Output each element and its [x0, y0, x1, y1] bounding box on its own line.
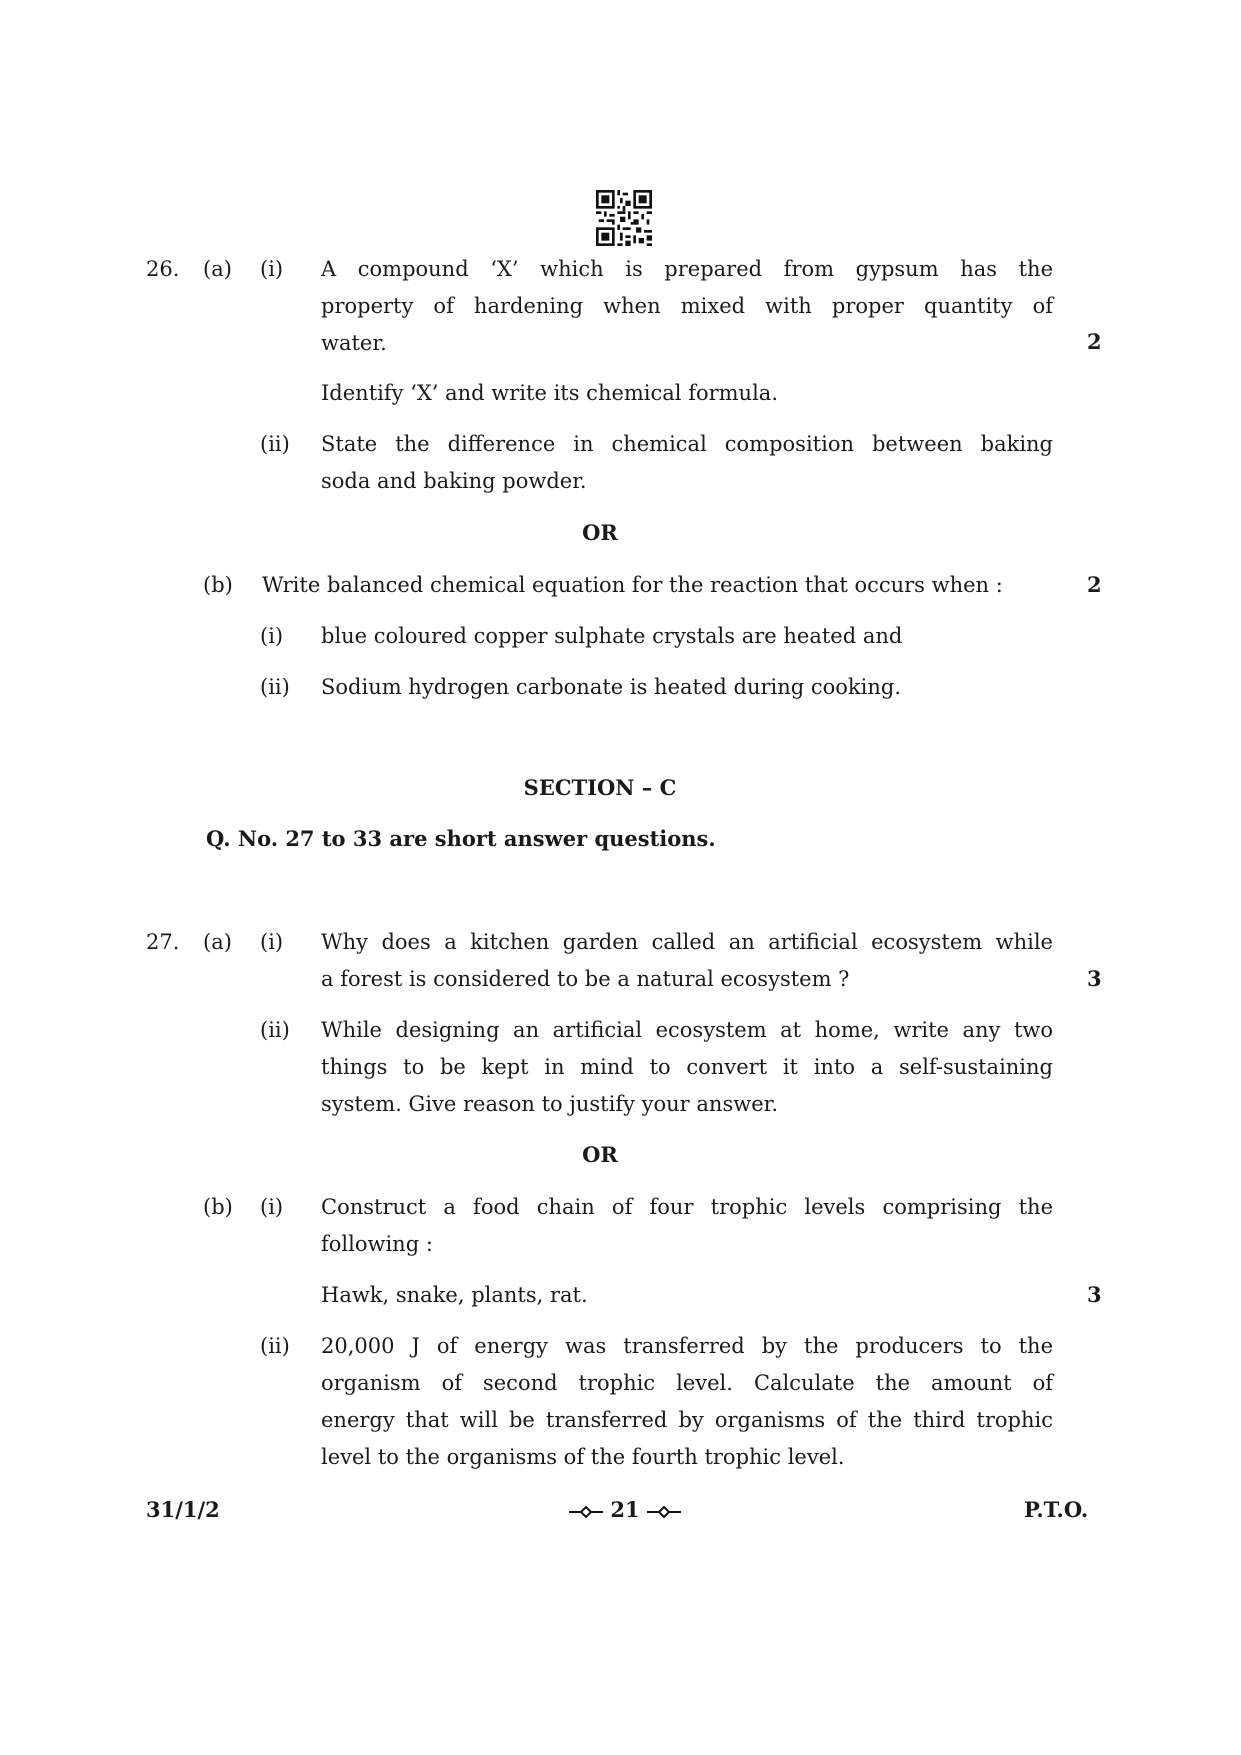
- question-text: [321, 1189, 1053, 1263]
- question-number: 27.: [146, 930, 180, 954]
- part-label: (b): [203, 1195, 233, 1219]
- text-line: 20,000 J of energy was transferred by the producers to the: [321, 1334, 1053, 1358]
- text-line: While designing an artificial ecosystem at home, write any two: [321, 1018, 1053, 1042]
- subpart-label: (i): [260, 257, 284, 281]
- ornament-right-icon: [647, 1505, 681, 1519]
- text-line: property of hardening when mixed with proper quantity of: [321, 294, 1053, 318]
- text-line: following :: [321, 1232, 433, 1256]
- question-text: [321, 924, 1053, 998]
- question-text: Write balanced chemical equation for the reaction that occurs when :: [262, 573, 1003, 597]
- text-line: energy that will be transferred by organisms of the third trophic: [321, 1408, 1053, 1432]
- section-note: Q. No. 27 to 33 are short answer questions.: [206, 826, 716, 851]
- subpart-label: (i): [260, 1195, 284, 1219]
- subpart-label: (i): [260, 624, 284, 648]
- text-line: things to be kept in mind to convert it into a self-sustaining: [321, 1055, 1053, 1079]
- marks: 3: [1087, 1282, 1102, 1307]
- question-number: 26.: [146, 257, 180, 281]
- page-number: 21: [610, 1497, 640, 1522]
- question-text: [321, 426, 1053, 500]
- subpart-label: (ii): [260, 1018, 290, 1042]
- question-text: [321, 1328, 1053, 1476]
- text-line: Construct a food chain of four trophic levels comprising the: [321, 1195, 1053, 1219]
- question-text: Hawk, snake, plants, rat.: [321, 1283, 588, 1307]
- subpart-label: (ii): [260, 675, 290, 699]
- subpart-label: (i): [260, 930, 284, 954]
- paper-code: 31/1/2: [146, 1497, 220, 1522]
- text-line: system. Give reason to justify your answer.: [321, 1092, 779, 1116]
- or-divider: OR: [582, 520, 618, 545]
- text-line: Why does a kitchen garden called an artificial ecosystem while: [321, 930, 1053, 954]
- qr-code-icon: [596, 190, 652, 246]
- section-title: SECTION – C: [523, 775, 677, 800]
- pto-label: P.T.O.: [1024, 1497, 1089, 1522]
- question-text: blue coloured copper sulphate crystals are heated and: [321, 624, 903, 648]
- text-line: water.: [321, 331, 387, 355]
- part-label: (b): [203, 573, 233, 597]
- text-line: a forest is considered to be a natural ecosystem ?: [321, 967, 850, 991]
- or-divider: OR: [582, 1142, 618, 1167]
- text-line: level to the organisms of the fourth trophic level.: [321, 1445, 845, 1469]
- question-text: Identify ‘X’ and write its chemical formula.: [321, 381, 778, 405]
- question-text: Sodium hydrogen carbonate is heated during cooking.: [321, 675, 902, 699]
- page-number-block: [555, 1496, 695, 1524]
- text-line: soda and baking powder.: [321, 469, 587, 493]
- question-text: [321, 251, 1053, 362]
- text-line: A compound ‘X’ which is prepared from gypsum has the: [321, 257, 1053, 281]
- part-label: (a): [203, 257, 232, 281]
- text-line: organism of second trophic level. Calculate the amount of: [321, 1371, 1053, 1395]
- marks: 3: [1087, 966, 1102, 991]
- text-line: State the difference in chemical composition between baking: [321, 432, 1053, 456]
- marks: 2: [1087, 329, 1102, 354]
- subpart-label: (ii): [260, 432, 290, 456]
- subpart-label: (ii): [260, 1334, 290, 1358]
- part-label: (a): [203, 930, 232, 954]
- question-text: [321, 1012, 1053, 1123]
- ornament-left-icon: [569, 1505, 603, 1519]
- marks: 2: [1087, 572, 1102, 597]
